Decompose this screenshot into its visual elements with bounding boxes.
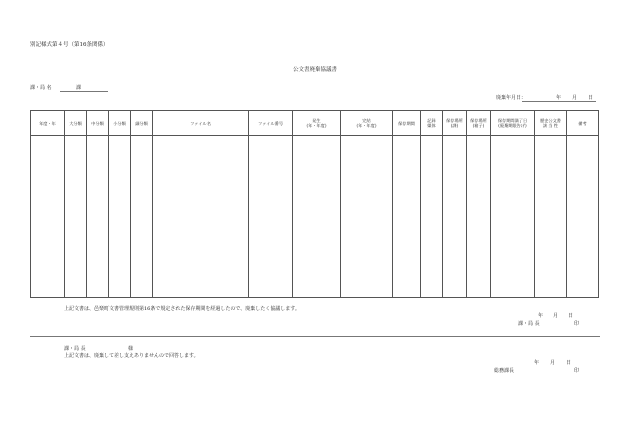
- consultation-seal: 印: [574, 321, 580, 327]
- consultation-text: 上記文書は、邑楽町文書管理規則第16条で規定された保存期間を経過したので、廃棄したく協議します。: [64, 306, 300, 312]
- section-divider: [30, 336, 600, 337]
- col-medium: 記録 媒体: [421, 111, 443, 136]
- consultation-year: 年: [538, 313, 544, 319]
- col-retention-period: 保存期間: [393, 111, 421, 136]
- document-list-table: [30, 110, 599, 298]
- cell-year[interactable]: [31, 136, 65, 298]
- date-prepared-day: 日: [588, 95, 594, 101]
- col-file-number: ファイル番号: [249, 111, 293, 136]
- col-minor-category: 小分類: [109, 111, 131, 136]
- cell-remarks[interactable]: [567, 136, 599, 298]
- dept-value: 課: [76, 85, 82, 91]
- reply-seal: 印: [574, 368, 580, 374]
- reply-year: 年: [534, 360, 540, 366]
- col-historical: 歴史公文書 該 当 性: [535, 111, 567, 136]
- col-completion: 完結 (年・年度): [341, 111, 393, 136]
- reply-addressee: 課・局 長: [64, 346, 86, 352]
- cell-completion[interactable]: [341, 136, 393, 298]
- col-sub-category: 細分類: [131, 111, 153, 136]
- reply-month: 月: [550, 360, 556, 366]
- col-year: 年度・年: [31, 111, 65, 136]
- cell-location-dept[interactable]: [443, 136, 467, 298]
- col-origin: 発生 (年・年度): [293, 111, 341, 136]
- consultation-signer: 課・局 長: [518, 321, 540, 327]
- reply-signer: 総務課長: [494, 368, 515, 374]
- cell-location-box[interactable]: [467, 136, 491, 298]
- reply-day: 日: [566, 360, 572, 366]
- date-prepared-underline: [522, 101, 596, 102]
- col-remarks: 備考: [567, 111, 599, 136]
- col-middle-category: 中分類: [87, 111, 109, 136]
- dept-underline: [60, 91, 108, 92]
- cell-medium[interactable]: [421, 136, 443, 298]
- cell-retention-period[interactable]: [393, 136, 421, 298]
- cell-historical[interactable]: [535, 136, 567, 298]
- form-label: 別記様式第４号（第16条関係）: [30, 42, 109, 48]
- col-location-box: 保存場所 (箱子): [467, 111, 491, 136]
- cell-major-category[interactable]: [65, 136, 87, 298]
- cell-sub-category[interactable]: [131, 136, 153, 298]
- cell-middle-category[interactable]: [87, 136, 109, 298]
- col-file-name: ファイル名: [153, 111, 249, 136]
- date-prepared-label: 廃棄年月日：: [496, 95, 527, 101]
- table-header-row: [31, 111, 599, 136]
- reply-text: 上記文書は、廃棄して差し支えありませんので回答します。: [64, 353, 199, 359]
- consultation-day: 日: [568, 313, 574, 319]
- cell-minor-category[interactable]: [109, 136, 131, 298]
- cell-origin[interactable]: [293, 136, 341, 298]
- dept-label: 課・局 名: [30, 85, 52, 91]
- col-expiry-date: 保存期間満了日 (廃棄期限告げ): [491, 111, 535, 136]
- cell-expiry-date[interactable]: [491, 136, 535, 298]
- col-location-dept: 保存場所 (課): [443, 111, 467, 136]
- cell-file-name[interactable]: [153, 136, 249, 298]
- table-row: [31, 136, 599, 298]
- cell-file-number[interactable]: [249, 136, 293, 298]
- date-prepared-year: 年: [556, 95, 562, 101]
- date-prepared-month: 月: [572, 95, 578, 101]
- consultation-month: 月: [553, 313, 559, 319]
- document-title: 公文書廃棄協議書: [292, 67, 337, 73]
- reply-honorific: 様: [128, 346, 134, 352]
- col-major-category: 大分類: [65, 111, 87, 136]
